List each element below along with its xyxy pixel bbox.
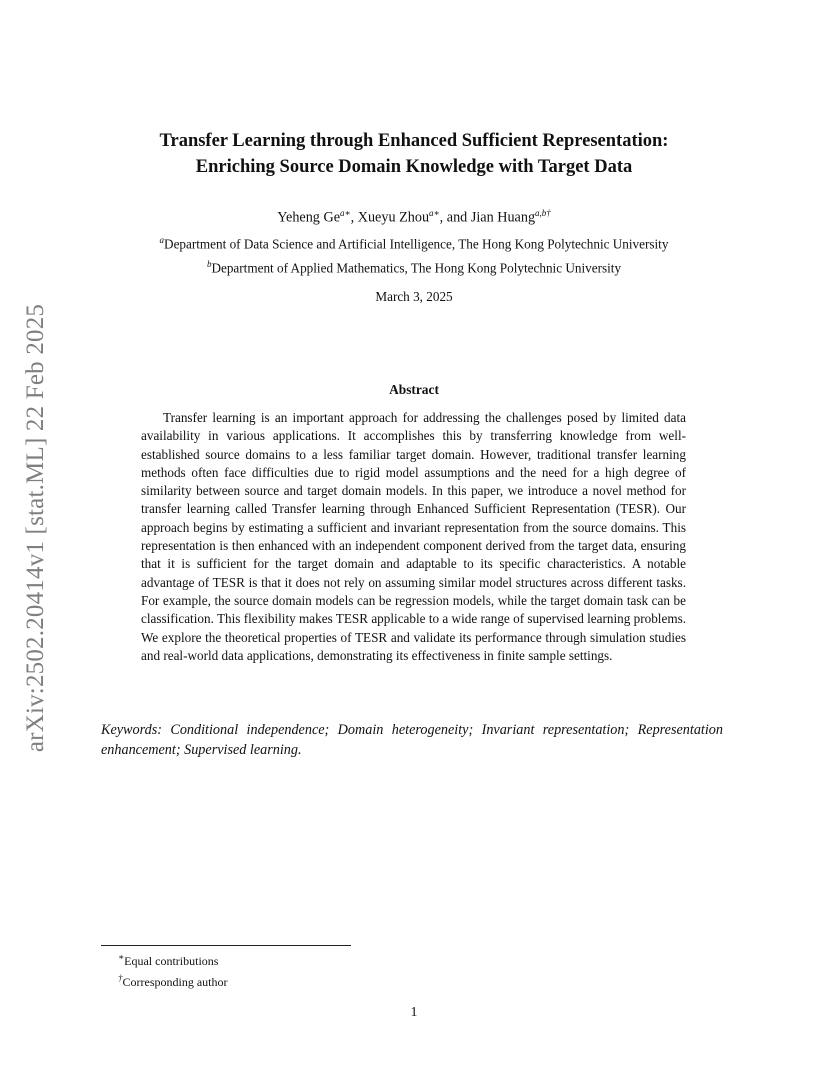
page-number: 1 [410, 1005, 418, 1020]
title-line-1: Transfer Learning through Enhanced Sufficient Representation: [159, 131, 669, 151]
paper-title [0, 128, 828, 180]
footnote-text: Equal contributions [124, 954, 219, 968]
footnotes [118, 949, 227, 991]
author-separator: , [350, 209, 358, 226]
author-affil-mark: a,b† [535, 208, 551, 218]
abstract-body: Transfer learning is an important approach for addressing the challenges posed by limited data availability in various applications. It accomplishes this by transferring knowledge from well-established source domains to a less familiar target domain. However, traditional transfer learning methods often face difficulties due to rigid model assumptions and the need for a high degree of similarity between source and target domain models. In this paper, we introduce a novel method for transfer learning called Transfer learning through Enhanced Sufficient Representation (TESR). Our approach begins by estimating a sufficient and invariant representation from the source domains. This representation is then enhanced with an independent component derived from the target data, ensuring that it is sufficient for the target domain and adaptable to its specific characteristics. A notable advantage of TESR is that it does not rely on assuming similar model structures across different tasks. For example, the source domain models can be regression models, while the target domain task can be classification. This flexibility makes TESR applicable to a wide range of supervised learning problems. We explore the theoretical properties of TESR and validate its performance through simulation studies and real-world data applications, demonstrating its effectiveness in finite sample settings. [141, 410, 686, 663]
abstract-heading: Abstract [389, 382, 439, 397]
footnote-text: Corresponding author [122, 975, 228, 989]
affiliation-text: Department of Data Science and Artificial Intelligence, The Hong Kong Polytechnic University [164, 236, 669, 252]
keywords: Keywords: Conditional independence; Domain heterogeneity; Invariant representation; Representation enhancement; Supervised learning. [101, 722, 723, 758]
author-name: Yeheng Ge [277, 209, 340, 226]
author-name: Jian Huang [470, 209, 536, 226]
affiliation-mark: b [206, 259, 212, 269]
footnote-mark: ∗ [118, 952, 125, 962]
arxiv-side-stamp: arXiv:2502.20414v1 [stat.ML] 22 Feb 2025 [22, 303, 49, 753]
footnote [118, 949, 227, 970]
footnote-divider [101, 945, 351, 946]
title-line-2: Enriching Source Domain Knowledge with Target Data [195, 157, 633, 177]
affiliation [0, 231, 828, 253]
author-name: Xueyu Zhou [357, 209, 430, 226]
author-list [0, 203, 828, 228]
author-separator: , and [439, 209, 471, 226]
footnote [118, 970, 227, 991]
paper-date: March 3, 2025 [375, 289, 453, 304]
footnote-mark: † [118, 973, 123, 983]
affiliation-text: Department of Applied Mathematics, The Hong Kong Polytechnic University [211, 260, 622, 276]
author-affil-mark: a∗ [429, 208, 440, 218]
affiliation-mark: a [159, 235, 165, 245]
affiliation [0, 255, 828, 277]
author-affil-mark: a∗ [340, 208, 351, 218]
